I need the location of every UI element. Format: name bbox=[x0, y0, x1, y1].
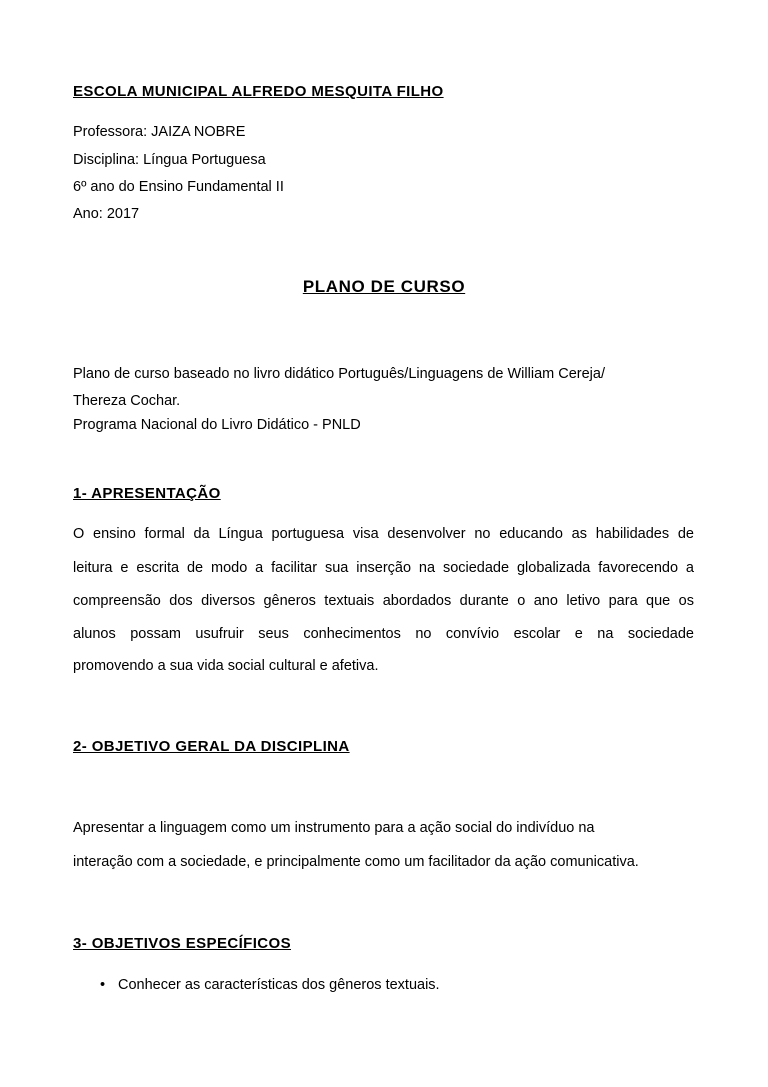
intro-line-3: Programa Nacional do Livro Didático - PNLD bbox=[73, 417, 361, 433]
list-item-text: Conhecer as características dos gêneros textuais. bbox=[118, 977, 440, 993]
paragraph-line: leitura e escrita de modo a facilitar sua inserção na sociedade globalizada favorecendo a bbox=[73, 560, 694, 576]
paragraph-line: alunos possam usufruir seus conhecimentos no convívio escolar e na sociedade bbox=[73, 626, 694, 642]
paragraph-line: Apresentar a linguagem como um instrumento para a ação social do indivíduo na bbox=[73, 820, 595, 836]
grade-line: 6º ano do Ensino Fundamental II bbox=[73, 179, 284, 195]
section-heading-apresentacao: 1- APRESENTAÇÃO bbox=[73, 485, 221, 502]
year-line: Ano: 2017 bbox=[73, 206, 140, 222]
page-title: PLANO DE CURSO bbox=[302, 277, 466, 296]
teacher-line: Professora: JAIZA NOBRE bbox=[73, 124, 246, 140]
intro-line-2: Thereza Cochar. bbox=[73, 393, 181, 409]
paragraph-line: O ensino formal da Língua portuguesa visa desenvolver no educando as habilidades de bbox=[73, 526, 694, 542]
paragraph-line: compreensão dos diversos gêneros textuais abordados durante o ano letivo para que os bbox=[73, 593, 694, 609]
paragraph-line: promovendo a sua vida social cultural e afetiva. bbox=[73, 658, 379, 674]
school-name: ESCOLA MUNICIPAL ALFREDO MESQUITA FILHO bbox=[73, 83, 444, 100]
section-heading-objetivo-geral: 2- OBJETIVO GERAL DA DISCIPLINA bbox=[73, 738, 350, 755]
paragraph-line: interação com a sociedade, e principalmente como um facilitador da ação comunicativa. bbox=[73, 854, 639, 870]
intro-line-1: Plano de curso baseado no livro didático Português/Linguagens de William Cereja/ bbox=[73, 366, 605, 382]
list-item bbox=[100, 976, 440, 994]
section-heading-objetivos-especificos: 3- OBJETIVOS ESPECÍFICOS bbox=[73, 935, 291, 952]
subject-line: Disciplina: Língua Portuguesa bbox=[73, 152, 266, 168]
bullet-icon: • bbox=[100, 977, 106, 993]
